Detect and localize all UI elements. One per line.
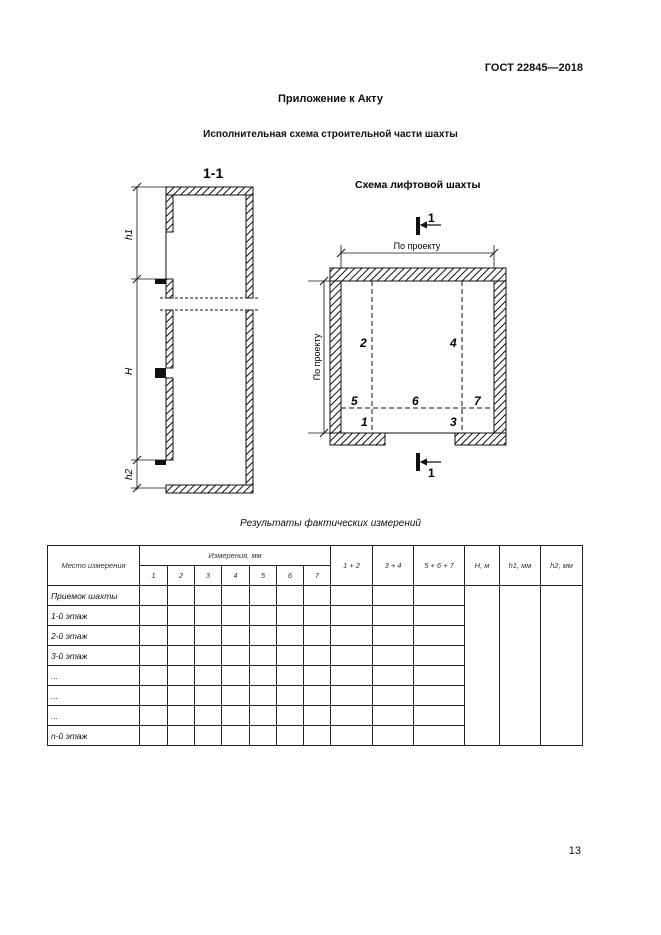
section-walls	[155, 187, 259, 493]
point-6: 6	[412, 394, 419, 408]
measure-col-4: 4	[222, 566, 250, 586]
row-label: n-й этаж	[48, 726, 140, 746]
section-label: 1-1	[203, 165, 224, 181]
point-1: 1	[361, 415, 368, 429]
point-2: 2	[360, 336, 367, 350]
section-marker-label-top: 1	[428, 211, 435, 225]
col-3-4: 3 + 4	[373, 546, 414, 586]
measure-col-7: 7	[304, 566, 331, 586]
results-title: Результаты фактических измерений	[240, 518, 421, 529]
appendix-title: Приложение к Акту	[278, 93, 383, 105]
measure-col-3: 3	[195, 566, 222, 586]
page-number: 13	[568, 845, 581, 857]
col-measure: Измерения, мм	[140, 546, 331, 566]
section-marker-top	[416, 211, 441, 235]
col-5-6-7: 5 + 6 + 7	[414, 546, 465, 586]
plan-title: Схема лифтовой шахты	[355, 179, 481, 191]
plan-measure-lines	[341, 281, 494, 433]
dim-H: H	[124, 367, 135, 375]
plan-walls	[330, 268, 506, 445]
scheme-title: Исполнительная схема строительной части шахты	[203, 129, 458, 140]
row-label: Приемок шахты	[48, 586, 140, 606]
measure-col-6: 6	[277, 566, 304, 586]
standard-number: ГОСТ 22845—2018	[484, 62, 583, 74]
point-7: 7	[474, 394, 481, 408]
point-5: 5	[351, 394, 358, 408]
point-4: 4	[450, 336, 457, 350]
row-label: ...	[48, 686, 140, 706]
measure-col-1: 1	[140, 566, 168, 586]
dim-h2: h2	[124, 468, 135, 480]
measure-col-2: 2	[168, 566, 195, 586]
section-marker-label-bottom: 1	[428, 466, 435, 480]
row-label: ...	[48, 706, 140, 726]
plan-side-dim: По проекту	[312, 333, 322, 381]
section-dimensions	[124, 183, 166, 492]
col-h2: h2, мм	[541, 546, 583, 586]
plan-top-dim: По проекту	[393, 241, 441, 251]
dim-h1: h1	[124, 228, 135, 240]
col-h1: h1, мм	[500, 546, 541, 586]
results-table	[47, 545, 583, 746]
section-marker-bottom	[416, 453, 441, 480]
row-label: 2-й этаж	[48, 626, 140, 646]
row-label: 1-й этаж	[48, 606, 140, 626]
point-3: 3	[450, 415, 457, 429]
col-1-2: 1 + 2	[331, 546, 373, 586]
table-row	[48, 586, 583, 606]
col-place: Место измерения	[48, 546, 140, 586]
row-label: 3-й этаж	[48, 646, 140, 666]
row-label: ...	[48, 666, 140, 686]
measure-col-5: 5	[250, 566, 277, 586]
col-H: H, м	[465, 546, 500, 586]
